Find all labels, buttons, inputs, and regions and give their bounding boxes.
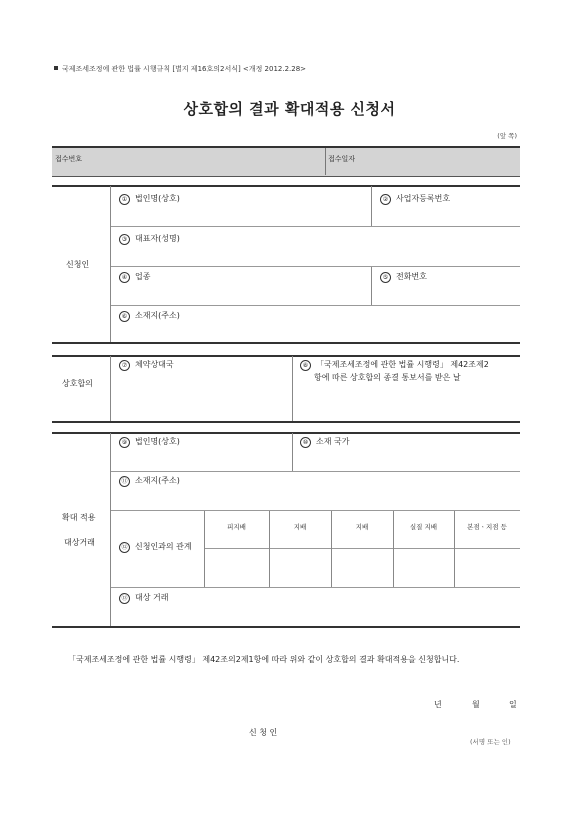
- applicant-sign-label: 신 청 인: [249, 728, 278, 737]
- bullet-square-icon: [54, 66, 58, 70]
- receipt-date-label: 접수일자: [328, 155, 356, 163]
- mutual-bottom-border: [52, 421, 520, 423]
- relation-col-0: 피지배: [227, 523, 246, 531]
- applicant-top-border: [52, 185, 520, 187]
- applicant-row2-bottom: [110, 266, 520, 267]
- expansion-section-label-line2: 대상거래: [64, 538, 95, 547]
- field-treaty-partner: ⑦ 체약상대국: [119, 359, 174, 371]
- applicant-label-divider: [110, 186, 111, 342]
- field-phone: ⑤ 전화번호: [380, 271, 427, 283]
- expansion-row1-bottom: [110, 471, 520, 472]
- applicant-row3-bottom: [110, 305, 520, 306]
- page-side-note: (앞 쪽): [497, 132, 517, 140]
- date-month-label: 월: [472, 700, 480, 709]
- field-corp-name: ① 법인명(상호): [119, 193, 180, 205]
- declaration-text: 「국제조세조정에 관한 법률 시행령」 제42조의2제1항에 따라 위와 같이 상호합의 결과 확대적용을 신청합니다.: [68, 655, 460, 664]
- mutual-top-border: [52, 355, 520, 357]
- applicant-row1-bottom: [110, 226, 520, 227]
- applicant-section-label: 신청인: [66, 260, 90, 269]
- relation-col-4: 본점ㆍ지점 등: [467, 523, 507, 531]
- applicant-bottom-border: [52, 342, 520, 344]
- relation-header-bottom: [204, 548, 520, 549]
- field-notice-date: ⑧ 「국제조세조정에 관한 법률 시행령」 제42조제2: [300, 359, 489, 371]
- receipt-number-label: 접수번호: [55, 155, 83, 163]
- field-business-reg-number: ② 사업자등록번호: [380, 193, 450, 205]
- page-title: 상호합의 결과 확대적용 신청서: [183, 100, 396, 118]
- applicant-row1-divider: [371, 186, 372, 226]
- field-address: ⑥ 소재지(주소): [119, 310, 180, 322]
- expansion-row1-divider: [292, 433, 293, 471]
- field-target-corp-name: ⑨ 법인명(상호): [119, 436, 180, 448]
- form-header-text: 국제조세조정에 관한 법률 시행규칙 [별지 제16호의2서식] <개정 2012.2.28>: [62, 65, 307, 73]
- expansion-row2-bottom: [110, 510, 520, 511]
- field-relationship: ⑫ 신청인과의 관계: [119, 541, 192, 553]
- field-notice-date-line2: 항에 따른 상호합의 종결 통보서를 받은 날: [314, 373, 461, 382]
- relation-col-3: 실질 지배: [409, 523, 438, 531]
- mutual-label-divider: [110, 356, 111, 421]
- mutual-mid-divider: [292, 356, 293, 421]
- expansion-top-border: [52, 432, 520, 434]
- mutual-section-label: 상호합의: [62, 379, 93, 388]
- sign-note: (서명 또는 인): [470, 738, 511, 746]
- form-header: [54, 64, 306, 74]
- receipt-divider: [325, 148, 326, 175]
- expansion-label-divider: [110, 433, 111, 626]
- date-day-label: 일: [509, 700, 517, 709]
- expansion-section-label-line1: 확대 적용: [62, 513, 96, 522]
- expansion-row3-bottom: [110, 587, 520, 588]
- relation-col-2: 지배: [355, 523, 369, 531]
- field-representative: ③ 대표자(성명): [119, 233, 180, 245]
- date-year-label: 년: [434, 700, 442, 709]
- field-target-address: ⑪ 소재지(주소): [119, 475, 180, 487]
- field-industry: ④ 업종: [119, 271, 150, 283]
- expansion-bottom-border: [52, 626, 520, 628]
- field-target-transaction: ⑬ 대상 거래: [119, 592, 168, 604]
- receipt-box: [52, 146, 520, 177]
- applicant-row3-divider: [371, 267, 372, 305]
- relation-col-1: 지배: [293, 523, 307, 531]
- field-target-country: ⑩ 소재 국가: [300, 436, 349, 448]
